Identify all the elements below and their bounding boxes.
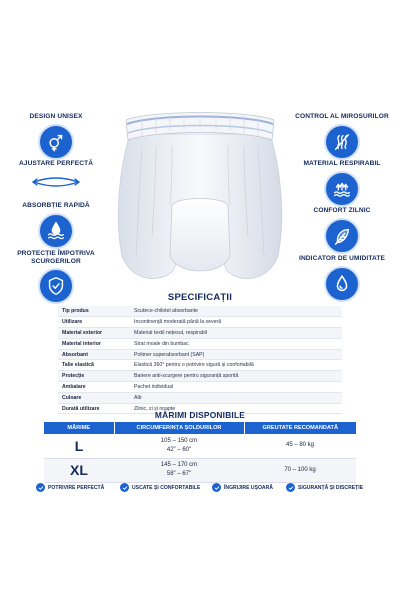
spec-key: Utilizare [58, 317, 130, 328]
spec-key: Absorbant [58, 349, 130, 360]
hip-cm: 105 – 150 cm [160, 438, 198, 445]
feature-label: INDICATOR DE UMIDITATE [299, 255, 385, 262]
badge-perfect-fit [36, 483, 104, 492]
table-row [44, 434, 356, 458]
badge-dry-comfortable [120, 483, 200, 492]
feature-design-unisex [6, 113, 106, 160]
spec-value: Incontinență moderată până la severă [130, 317, 342, 328]
product-image [112, 106, 288, 292]
spec-value: Strat moale din bumbac [130, 338, 342, 349]
spec-value: Polimer superabsorbant (SAP) [130, 349, 342, 360]
spec-key: Culoare [58, 392, 130, 403]
feature-label: CONFORT ZILNIC [313, 207, 371, 214]
specs-table [58, 306, 342, 414]
feature-label: MATERIAL RESPIRABIL [303, 160, 381, 167]
feather-icon [324, 218, 360, 254]
table-row [58, 328, 342, 339]
check-icon [36, 483, 45, 492]
hip-circumference [114, 458, 244, 482]
header-hip-circumference: CIRCUMFERINȚA ȘOLDURILOR [114, 422, 244, 434]
absorption-drop-icon [38, 213, 74, 249]
hip-cm: 145 – 170 cm [160, 462, 198, 469]
table-row [58, 392, 342, 403]
feature-label: DESIGN UNISEX [29, 113, 83, 120]
check-icon [120, 483, 129, 492]
size-label: XL [44, 458, 114, 482]
header-size: MĂRIME [44, 422, 114, 434]
hip-inch: 42" – 60" [166, 446, 192, 453]
table-row [58, 349, 342, 360]
feature-odor-control [292, 113, 392, 160]
feature-daily-comfort [292, 207, 392, 254]
specs-title: SPECIFICAȚII [167, 292, 233, 303]
badge-safety-discretion [286, 483, 363, 492]
spec-value: Alb [130, 392, 342, 403]
spec-value: Bariere anti-scurgere pentru siguranță sporită [130, 371, 342, 382]
spec-key: Protecție [58, 371, 130, 382]
table-row [58, 382, 342, 393]
badge-label: SIGURANȚĂ ȘI DISCREȚIE [298, 484, 364, 491]
table-row [58, 371, 342, 382]
spec-key: Talie elastică [58, 360, 130, 371]
sizes-header-row [44, 422, 356, 434]
spec-key: Ambalare [58, 382, 130, 393]
feature-perfect-fit [6, 160, 106, 193]
spec-key: Tip produs [58, 306, 130, 317]
table-row [58, 306, 342, 317]
stretch-arrows-icon [26, 171, 86, 193]
spec-key: Material exterior [58, 328, 130, 339]
check-icon [212, 483, 221, 492]
sizes-title: MĂRIMI DISPONIBILE [154, 410, 246, 420]
spec-value: Elastică 360° pentru o potrivire sigură și confortabilă [130, 360, 342, 371]
badge-label: POTRIVIRE PERFECTĂ [48, 484, 105, 491]
table-row [58, 360, 342, 371]
recommended-weight: 70 – 100 kg [244, 458, 356, 482]
hip-inch: 58" – 67" [166, 471, 192, 477]
spec-key: Material interior [58, 338, 130, 349]
header-recommended-weight: GREUTATE RECOMANDATĂ [244, 422, 356, 434]
feature-fast-absorption [6, 202, 106, 249]
recommended-weight: 45 – 80 kg [244, 434, 356, 458]
badge-label: ÎNGRIJIRE UȘOARĂ [224, 484, 273, 491]
spec-value: Scutece-chilotel absorbante [130, 306, 342, 317]
feature-label: PROTECȚIE ÎMPOTRIVA SCURGERILOR [17, 250, 95, 265]
badge-label: USCATE ȘI CONFORTABILE [132, 484, 201, 491]
hip-circumference [114, 434, 244, 458]
badge-easy-care [212, 483, 273, 492]
odor-control-icon [324, 124, 360, 160]
check-icon [286, 483, 295, 492]
size-label: L [44, 434, 114, 458]
table-row [58, 338, 342, 349]
feature-label: AJUSTARE PERFECTĂ [18, 160, 94, 167]
spec-value: Pachet individual [130, 382, 342, 393]
spec-value: Material textil nețesut, respirabil [130, 328, 342, 339]
unisex-icon [38, 124, 74, 160]
sizes-table [44, 422, 356, 483]
table-row [44, 458, 356, 482]
breathable-icon [324, 171, 360, 207]
spec-key: Durată utilizare [58, 403, 130, 414]
table-row [58, 317, 342, 328]
feature-breathable-material [292, 160, 392, 207]
feature-label: CONTROL AL MIROSURILOR [295, 113, 389, 120]
feature-label: ABSORBȚIE RAPIDĂ [22, 202, 90, 209]
spec-value: Zilnic, zi și noapte [130, 403, 342, 414]
benefit-badges [0, 483, 400, 497]
